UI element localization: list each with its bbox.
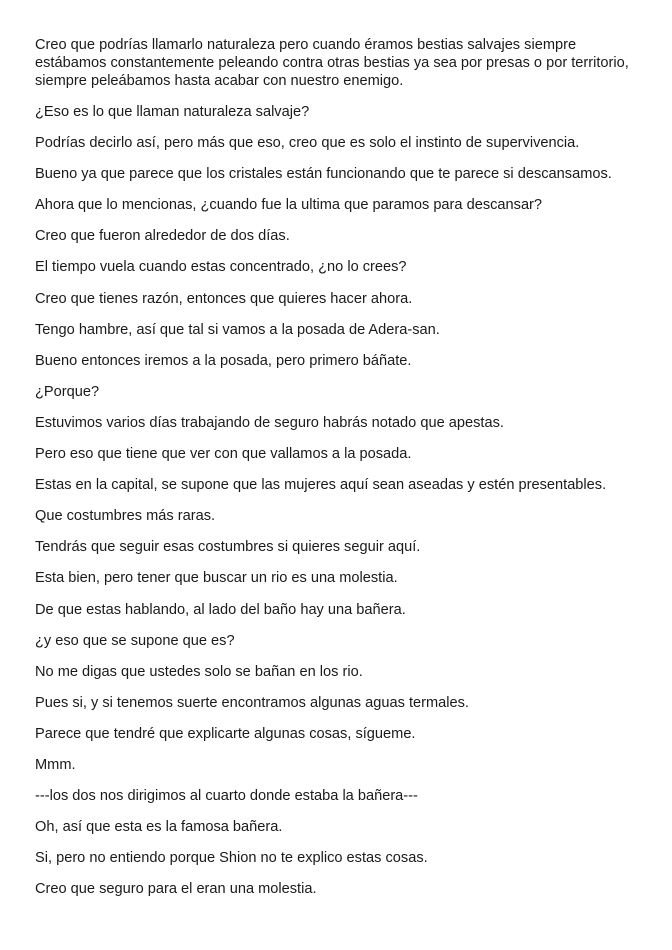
paragraph: Estas en la capital, se supone que las mujeres aquí sean aseadas y estén presentables.	[35, 477, 607, 494]
paragraph: Pues si, y si tenemos suerte encontramos algunas aguas termales.	[35, 694, 469, 711]
paragraph: ¿Eso es lo que llaman naturaleza salvaje?	[35, 104, 310, 120]
paragraph: ¿Porque?	[35, 383, 100, 400]
paragraph: Creo que seguro para el eran una molestia.	[35, 881, 317, 898]
paragraph: Parece que tendré que explicarte algunas cosas, sígueme.	[35, 725, 416, 742]
paragraph: No me digas que ustedes solo se bañan en los rio.	[35, 663, 363, 680]
paragraph: Que costumbres más raras.	[35, 508, 216, 525]
paragraph: De que estas hablando, al lado del baño hay una bañera.	[35, 601, 406, 618]
paragraph: Pero eso que tiene que ver con que vallamos a la posada.	[35, 446, 412, 463]
paragraph: Bueno ya que parece que los cristales están funcionando que te parece si descansamos.	[35, 166, 612, 183]
document-page	[35, 36, 635, 911]
paragraph: El tiempo vuela cuando estas concentrado, ¿no lo crees?	[35, 259, 407, 276]
paragraph: Creo que podrías llamarlo naturaleza pero cuando éramos bestias salvajes siempre estábamos constantemente peleando contra otras bestias ya sea por presas o por territorio, siempre peleábamos hasta acabar con nuestro enemigo.	[35, 37, 629, 89]
paragraph: Bueno entonces iremos a la posada, pero primero báñate.	[35, 352, 412, 369]
paragraph: Estuvimos varios días trabajando de seguro habrás notado que apestas.	[35, 414, 504, 431]
paragraph: Mmm.	[35, 756, 76, 773]
paragraph: Esta bien, pero tener que buscar un rio es una molestia.	[35, 570, 398, 587]
paragraph: Podrías decirlo así, pero más que eso, creo que es solo el instinto de supervivencia.	[35, 135, 580, 152]
paragraph: Oh, así que esta es la famosa bañera.	[35, 819, 283, 836]
paragraph: ¿y eso que se supone que es?	[35, 632, 235, 649]
paragraph: Creo que tienes razón, entonces que quieres hacer ahora.	[35, 290, 413, 307]
paragraph: Ahora que lo mencionas, ¿cuando fue la ultima que paramos para descansar?	[35, 197, 543, 214]
paragraph: Tengo hambre, así que tal si vamos a la posada de Adera-san.	[35, 321, 440, 338]
paragraph: Tendrás que seguir esas costumbres si quieres seguir aquí.	[35, 539, 421, 556]
paragraph: Si, pero no entiendo porque Shion no te explico estas cosas.	[35, 850, 428, 867]
paragraph: ---los dos nos dirigimos al cuarto donde estaba la bañera---	[35, 788, 418, 805]
paragraph: Creo que fueron alrededor de dos días.	[35, 228, 290, 245]
